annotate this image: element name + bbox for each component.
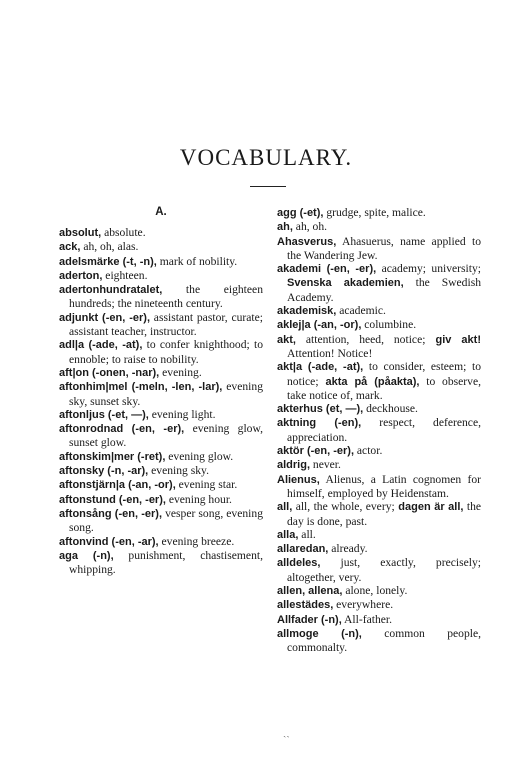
entry-definition: to confer knighthood; to ennoble; to raise to nobility. [69, 338, 263, 366]
entry-definition: all. [298, 527, 316, 541]
vocab-entry [277, 304, 481, 318]
entry-definition: Ahasuerus, name applied to the Wandering Jew. [287, 234, 481, 262]
entry-headword: adelsmärke (-t, -n), [59, 255, 157, 268]
entry-definition: ah, oh, alas. [80, 240, 139, 254]
entry-definition: evening. [159, 365, 202, 379]
entry-headword: allen, allena, [277, 585, 343, 598]
entry-definition: All-father. [341, 612, 393, 626]
entry-headword: allaredan, [277, 543, 329, 556]
entry-definition: vesper song, evening song. [69, 506, 263, 535]
entry-headword: Allfader (-n), [277, 613, 342, 626]
vocab-entry [277, 500, 481, 528]
vocab-entry [277, 556, 481, 584]
vocab-entry [59, 464, 263, 478]
left-column [59, 206, 263, 576]
vocab-entry [59, 240, 263, 254]
vocab-entry [59, 478, 263, 492]
vocab-entry [59, 226, 263, 240]
page-title: VOCABULARY. [179, 145, 353, 170]
section-letter: A. [155, 206, 167, 218]
entry-headword: akta på (påakta), [318, 375, 420, 388]
vocab-entry [59, 507, 263, 535]
entry-definition: alone, lonely. [342, 584, 408, 598]
entry-headword: aftonskim|mer (-ret), [59, 450, 166, 463]
entry-definition: academic. [336, 304, 386, 318]
entry-headword: Svenska akademien, [287, 277, 404, 290]
entry-headword: adertonhundratalet, [59, 284, 163, 297]
vocab-entry [277, 220, 481, 234]
vocab-entry [59, 422, 263, 450]
entry-definition: respect, deference, appreciation. [287, 416, 481, 444]
vocab-entry [59, 283, 263, 311]
vocab-entry [277, 613, 481, 627]
entry-definition: evening light. [148, 407, 216, 421]
entry-headword: aftonhim|mel (-meln, -len, -lar), [59, 381, 223, 394]
vocab-entry [277, 318, 481, 332]
vocab-entry [277, 262, 481, 304]
entry-definition: the Swedish Academy. [287, 276, 481, 304]
entry-headword: allestädes, [277, 599, 334, 612]
entry-headword: alla, [277, 528, 299, 541]
vocab-entry [277, 584, 481, 598]
entry-definition: evening glow, sunset glow. [69, 422, 263, 450]
entry-definition: academy; university; [376, 262, 481, 276]
entry-headword: aderton, [59, 269, 103, 282]
entry-definition: to observe, take notice of, mark. [287, 374, 481, 402]
entry-headword: akt|a (-ade, -at), [277, 361, 364, 374]
entry-headword: akt, [277, 333, 296, 346]
entry-definition: actor. [354, 444, 383, 458]
vocab-entry [59, 408, 263, 422]
entry-headword: Alienus, [277, 473, 320, 486]
vocab-entry [277, 444, 481, 458]
vocab-entry [277, 542, 481, 556]
vocab-entry [59, 535, 263, 549]
entry-definition: all, the whole, every; [292, 500, 395, 514]
entry-definition: the day is done, past. [287, 500, 482, 528]
entry-headword: all, [277, 501, 293, 514]
entry-headword: absolut, [59, 227, 102, 239]
vocab-entry [59, 493, 263, 507]
entry-definition: already. [328, 542, 368, 556]
entry-definition: the eighteen hundreds; the nineteenth century. [69, 283, 263, 311]
entry-headword: aldrig, [277, 459, 311, 472]
vocab-entry [59, 380, 263, 408]
entry-headword: agg (-et), [277, 207, 324, 219]
vocab-entry [277, 627, 481, 655]
entry-headword: aftonrodnad (-en, -er), [59, 423, 185, 436]
vocab-entry [59, 366, 263, 380]
title-divider [250, 186, 286, 187]
entry-headword: dagen är all, [394, 501, 464, 514]
vocab-entry [59, 269, 263, 283]
entry-headword: Ahasverus, [277, 235, 337, 248]
right-entry-list [277, 206, 481, 655]
entry-headword: aft|on (-onen, -nar), [59, 366, 160, 379]
vocab-entry [277, 235, 481, 263]
entry-headword: giv akt! [425, 333, 481, 346]
right-column [277, 206, 481, 655]
entry-headword: adl|a (-ade, -at), [59, 339, 143, 352]
entry-headword: adjunkt (-en, -er), [59, 311, 151, 324]
vocab-entry [277, 416, 481, 444]
entry-definition: assistant pastor, curate; assistant teacher, instructor. [69, 310, 263, 339]
entry-headword: aklej|a (-an, -or), [277, 319, 362, 332]
entry-definition: deckhouse. [363, 402, 418, 416]
vocab-entry [59, 450, 263, 464]
page-mark: ˏˎ [283, 727, 290, 738]
vocab-entry [277, 402, 481, 416]
entry-headword: aktning (-en), [277, 417, 362, 430]
entry-definition: evening star. [175, 478, 238, 492]
entry-definition: grudge, spite, malice. [323, 206, 426, 219]
entry-definition: never. [310, 458, 341, 472]
entry-definition: evening glow. [165, 449, 234, 463]
entry-headword: alldeles, [277, 557, 321, 570]
entry-headword: aftonljus (-et, —), [59, 408, 149, 421]
entry-headword: akademi (-en, -er), [277, 263, 377, 276]
entry-definition: evening breeze. [158, 534, 235, 548]
entry-definition: Attention! Notice! [287, 346, 373, 360]
entry-definition: eighteen. [102, 268, 148, 282]
entry-headword: akterhus (et, —), [277, 403, 364, 416]
entry-definition: columbine. [361, 318, 417, 332]
entry-definition: to consider, esteem; to notice; [287, 360, 481, 388]
vocab-entry [277, 458, 481, 472]
vocab-entry [59, 255, 263, 269]
entry-definition: Alienus, a Latin cognomen for himself, employed by Heidenstam. [287, 472, 481, 500]
entry-definition: common people, commonalty. [287, 626, 482, 655]
entry-headword: ah, [277, 221, 293, 234]
entry-headword: aftonsång (-en, -er), [59, 507, 163, 520]
entry-headword: allmoge (-n), [277, 627, 362, 640]
vocab-entry [277, 360, 481, 402]
entry-definition: mark of nobility. [156, 254, 238, 268]
entry-headword: aftonstjärn|a (-an, -or), [59, 479, 176, 492]
entry-headword: aktör (-en, -er), [277, 445, 355, 458]
vocab-entry [277, 598, 481, 612]
vocab-entry [277, 473, 481, 501]
entry-definition: attention, heed, notice; [295, 332, 426, 346]
entry-headword: aftonsky (-n, -ar), [59, 465, 149, 478]
vocab-entry [59, 549, 263, 577]
entry-definition: evening sky, sunset sky. [69, 380, 263, 408]
vocab-entry [277, 333, 481, 361]
entry-definition: everywhere. [333, 598, 394, 612]
vocab-entry [59, 311, 263, 339]
left-entry-list [59, 226, 263, 576]
vocab-entry [277, 206, 481, 220]
entry-headword: aftonstund (-en, -er), [59, 493, 166, 506]
entry-definition: just, exactly, precisely; altogether, very. [287, 556, 481, 584]
entry-headword: aftonvind (-en, -ar), [59, 535, 159, 548]
entry-definition: evening hour. [165, 492, 232, 506]
vocab-entry [59, 338, 263, 366]
entry-headword: akademisk, [277, 305, 337, 318]
entry-headword: aga (-n), [59, 549, 114, 562]
entry-definition: absolute. [101, 226, 146, 239]
entry-definition: ah, oh. [292, 220, 328, 234]
entry-headword: ack, [59, 241, 81, 254]
entry-definition: punishment, chastisement, whipping. [69, 548, 263, 577]
vocab-entry [277, 528, 481, 542]
entry-definition: evening sky. [148, 464, 209, 478]
